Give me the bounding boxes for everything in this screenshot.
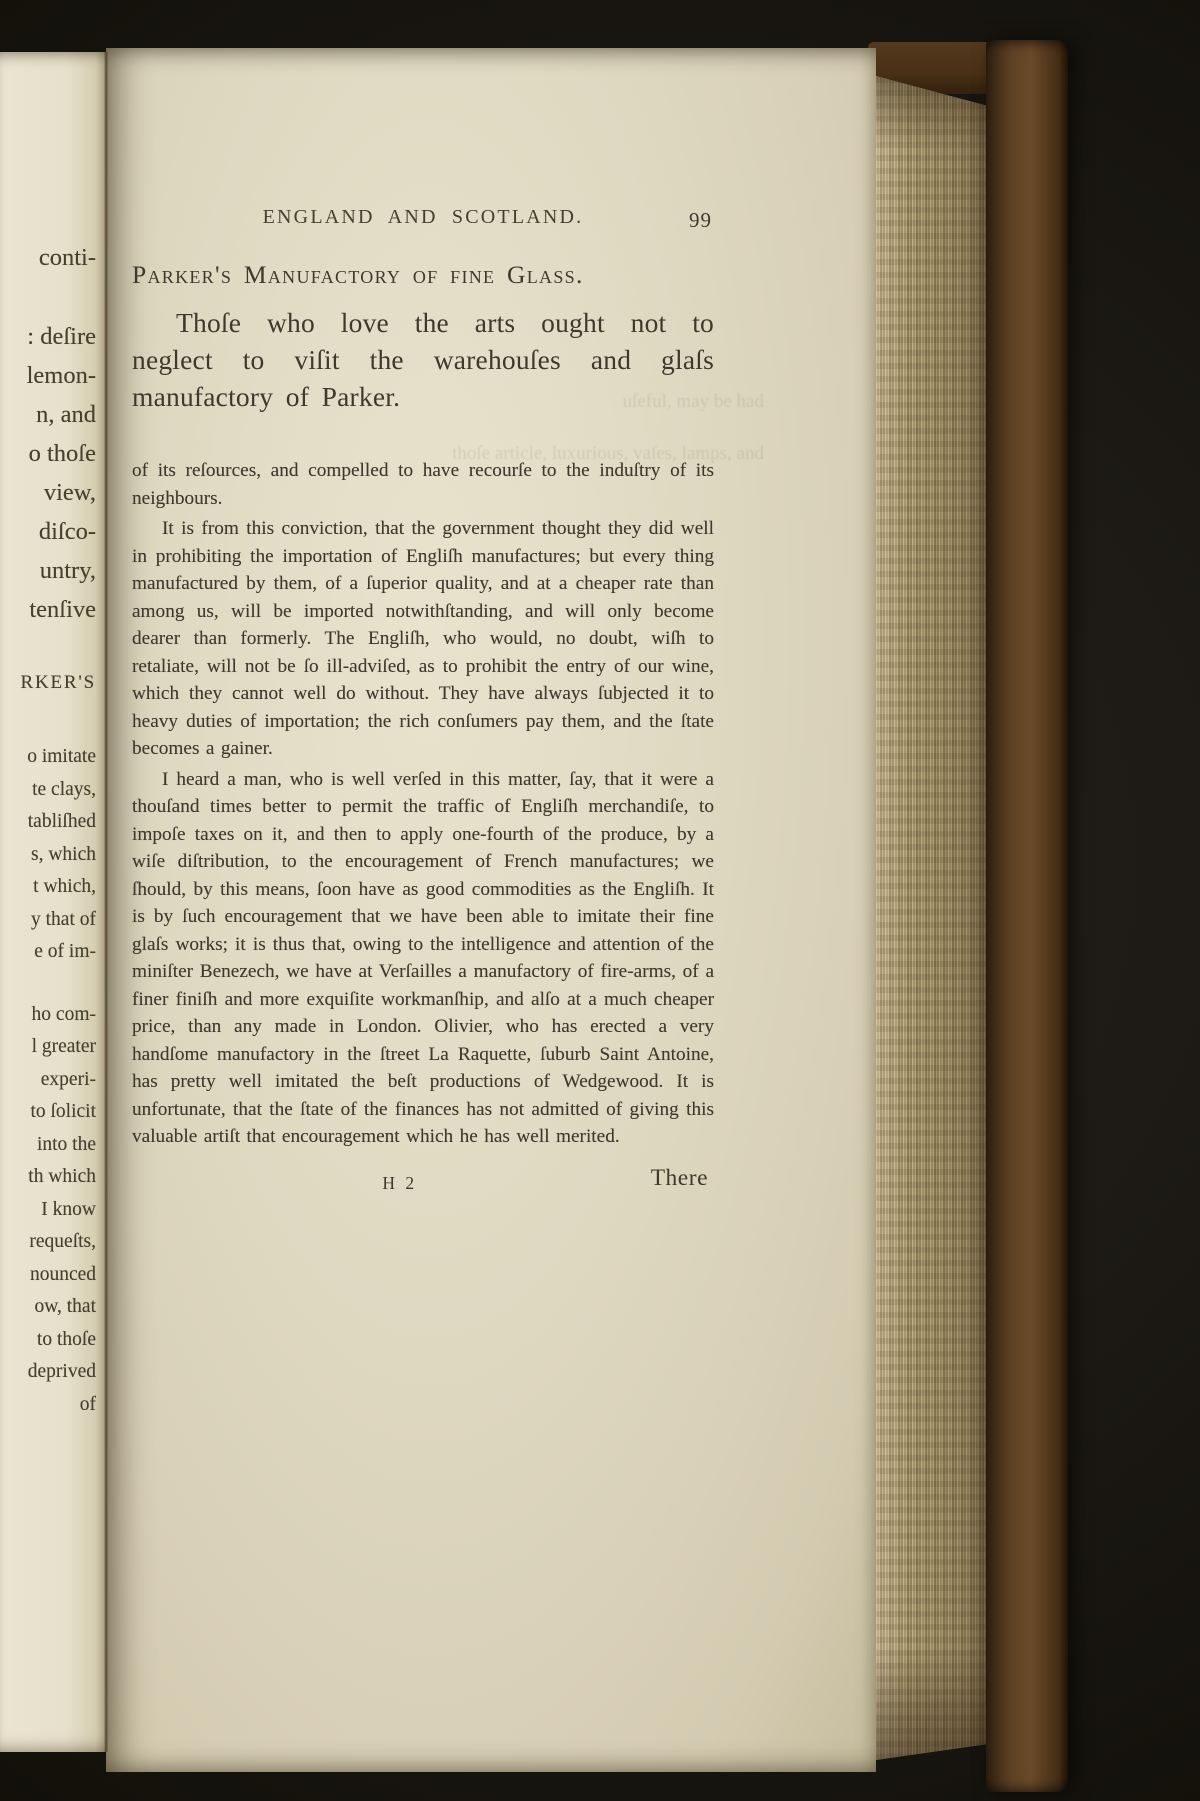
body-paragraph: of its reſources, and compelled to have recourſe to the induſtry of its neighbours. xyxy=(132,460,714,509)
printer-signature: H 2 xyxy=(382,1172,418,1193)
page-content xyxy=(132,206,714,1201)
page-gutter-shadow xyxy=(104,52,108,1752)
left-page-text-fragment: RKER'S xyxy=(20,672,96,693)
left-page-text-fragment: : deſire xyxy=(27,323,96,350)
left-page-text-fragment: diſco- xyxy=(38,518,96,545)
left-page-text-fragment: requeſts, xyxy=(29,1231,96,1252)
left-page-text-fragment: experi- xyxy=(40,1068,96,1090)
left-page-text-fragment: tabliſhed xyxy=(27,811,96,832)
page-number: 99 xyxy=(689,208,712,232)
body-text xyxy=(132,457,714,1151)
show-through-line: thoſe article, luxurious, vaſes, lamps, and xyxy=(452,443,764,464)
left-page-text-fragment: view, xyxy=(43,479,96,506)
left-page-text-fragment: of xyxy=(79,1393,96,1415)
show-through-line: uſeful, may be had xyxy=(622,391,764,412)
left-page-text-fragment: untry, xyxy=(39,557,96,584)
left-page-text-fragment: to ſolicit xyxy=(30,1101,96,1122)
left-page-text-fragment: ho com- xyxy=(31,1003,96,1025)
page-footer xyxy=(132,1165,714,1201)
running-title: ENGLAND AND SCOTLAND. xyxy=(262,206,584,228)
book-cover xyxy=(986,40,1068,1792)
left-page-text-fragment: deprived xyxy=(27,1361,96,1382)
intro-paragraph: Thoſe who love the arts ought not to neglect to viſit the warehouſes and glaſs manufactory of Parker. xyxy=(132,307,714,412)
left-page-text-fragment: o thoſe xyxy=(28,440,96,467)
body-paragraph: It is from this conviction, that the government thought they did well in prohibiting the importation of Engliſh manufactures; but every thing manufactured by them, of a ſuperior quality, and at a cheaper rate than among us, will be imported notwithſtanding, and will only become dearer than formerly. The Engliſh, who would, no doubt, wiſh to retaliate, will not be ſo ill-adviſed, as to prohibit the entry of our wine, which they cannot well do without. They have always ſubjected it to heavy duties of importation; the rich conſumers pay them, and the ſtate becomes a gainer. xyxy=(132,518,714,759)
left-page-edge xyxy=(0,52,106,1752)
left-page-text-fragment: ow, that xyxy=(34,1296,96,1317)
left-page-text-fragment: y that of xyxy=(31,908,96,930)
left-page-text-fragment: s, which xyxy=(31,843,96,865)
left-page-text-fragment: conti- xyxy=(38,244,96,271)
left-page-text-fragment: into the xyxy=(36,1133,96,1155)
page-header xyxy=(132,206,714,236)
left-page-text-fragment: o imitate xyxy=(27,746,96,767)
left-page-text-fragment: lemon- xyxy=(26,362,96,389)
left-page-text-fragment: n, and xyxy=(36,401,96,428)
page-fore-edge xyxy=(876,64,988,1766)
left-page-text-fragment: t which, xyxy=(33,876,96,897)
left-page-text-fragment: tenſive xyxy=(29,596,96,623)
section-heading: Parker's Manufactory of fine Glass. xyxy=(132,260,584,289)
left-page-text-fragment: I know xyxy=(41,1198,96,1220)
left-page-text-fragment: l greater xyxy=(31,1036,96,1057)
left-page-text-fragment: e of im- xyxy=(34,941,96,962)
book-page xyxy=(106,48,876,1772)
body-paragraph: I heard a man, who is well verſed in this matter, ſay, that it were a thouſand times better to permit the traffic of Engliſh merchandiſe, to impoſe taxes on it, and then to apply one-fourth of the produce, by a wiſe diſtribution, to the encouragement of French manufactures; we ſhould, by this means, ſoon have as good commodities as the Engliſh. It is by ſuch encouragement that we have been able to imitate their fine glaſs works; it is thus that, owing to the intelligence and attention of the miniſter Benezech, we have at Verſailles a manufactory of fire-arms, of a finer finiſh and more exquiſite workmanſhip, and alſo at a much cheaper price, than any made in London. Olivier, who has erected a very handſome manufactory in the ſtreet La Raquette, ſuburb Saint Antoine, has pretty well imitated the beſt productions of Wedgewood. It is unfortunate, that the ſtate of the finances has not admitted of giving this valuable artiſt that encouragement which he has well merited. xyxy=(132,768,714,1147)
left-page-fragments xyxy=(0,238,106,1421)
catchword: There xyxy=(650,1164,708,1191)
left-page-text-fragment: nounced xyxy=(29,1263,96,1285)
left-page-text-fragment: to thoſe xyxy=(36,1328,96,1350)
left-page-text-fragment: th which xyxy=(28,1166,96,1187)
left-page-text-fragment: te clays, xyxy=(32,778,96,800)
